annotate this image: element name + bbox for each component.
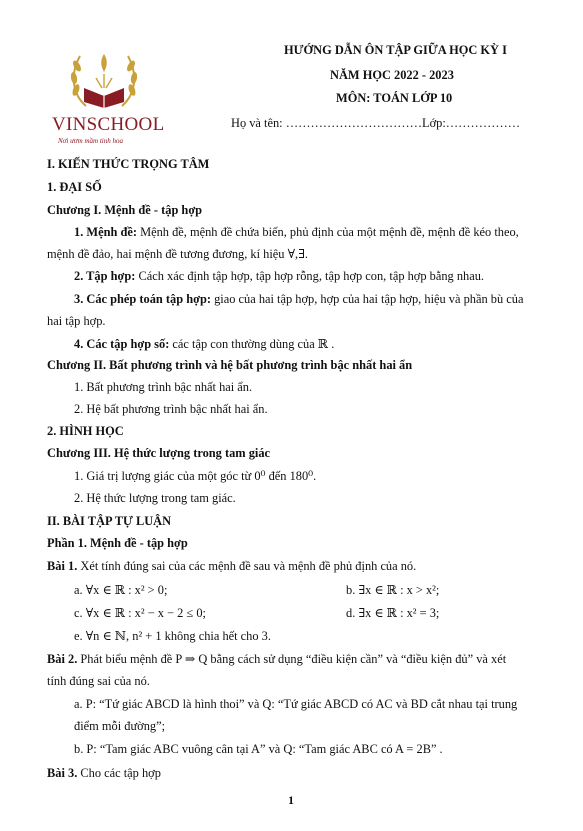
exercise-1: Bài 1. Xét tính đúng sai của các mệnh đề sau và mệnh đề phủ định của nó. [47,559,417,573]
algebra-heading: 1. ĐẠI SỐ [47,180,102,194]
logo-tagline: Nơi ươm mầm tinh hoa [58,137,123,145]
part-1-heading: Phần 1. Mệnh đề - tập hợp [47,536,188,550]
chapter-3-heading: Chương III. Hệ thức lượng trong tam giác [47,446,271,460]
ch1-item-3: 3. Các phép toán tập hợp: giao của hai tập hợp, hợp của hai tập hợp, hiệu và phần bù của [74,292,524,306]
chapter-2-heading: Chương II. Bất phương trình và hệ bất phương trình bậc nhất hai ẩn [47,358,413,372]
ch1-item-1: 1. Mệnh đề: Mệnh đề, mệnh đề chứa biến, phủ định của một mệnh đề, mệnh đề kéo theo, [74,225,519,239]
geometry-heading: 2. HÌNH HỌC [47,424,124,438]
subject: MÔN: TOÁN LỚP 10 [336,91,453,105]
section-1-heading: I. KIẾN THỨC TRỌNG TÂM [47,157,210,171]
page-number: 1 [288,793,294,807]
ch1-item-4: 4. Các tập hợp số: các tập con thường dùng của ℝ . [74,337,335,351]
exercise-1-e: e. ∀n ∈ ℕ, n² + 1 không chia hết cho 3. [74,629,271,643]
exercise-2-a: a. P: “Tứ giác ABCD là hình thoi” và Q: “Tứ giác ABCD có AC và BD cắt nhau tại trung [74,697,518,711]
section-2-heading: II. BÀI TẬP TỰ LUẬN [47,514,172,528]
school-year: NĂM HỌC 2022 - 2023 [330,68,454,82]
exercise-3: Bài 3. Cho các tập hợp [47,766,161,780]
ch1-item-3-cont: hai tập hợp. [47,314,106,328]
ch1-item-1-cont: mệnh đề đảo, hai mệnh đề tương đương, kí hiệu ∀,∃. [47,247,308,261]
ch1-item-2: 2. Tập hợp: Cách xác định tập hợp, tập hợp rỗng, tập hợp con, tập hợp bằng nhau. [74,269,485,283]
exercise-1-c: c. ∀x ∈ ℝ : x² − x − 2 ≤ 0; [74,606,206,620]
chapter-1-heading: Chương I. Mệnh đề - tập hợp [47,203,203,217]
ch2-item-1: 1. Bất phương trình bậc nhất hai ẩn. [74,380,253,394]
school-logo [44,44,165,145]
exercise-2: Bài 2. Phát biểu mệnh đề P ⇒ Q bằng cách sử dụng “điều kiện cần” và “điều kiện đủ” và xét [47,652,507,666]
ch3-item-1: 1. Giá trị lượng giác của một góc từ 0⁰ đến 180⁰. [74,469,317,483]
student-name-line: Họ và tên: ……………………………Lớp:……………… [231,116,521,130]
exercise-2-a-cont: điểm mỗi đường”; [74,719,166,733]
ch2-item-2: 2. Hệ bất phương trình bậc nhất hai ẩn. [74,402,268,416]
doc-title: HƯỚNG DẪN ÔN TẬP GIỮA HỌC KỲ I [284,43,507,57]
logo-brand: VINSCHOOL [52,114,165,135]
laurel-book-icon [66,44,142,114]
exercise-1-d: d. ∃x ∈ ℝ : x² = 3; [346,606,440,620]
ch3-item-2: 2. Hệ thức lượng trong tam giác. [74,491,236,505]
exercise-2-b: b. P: “Tam giác ABC vuông cân tại A” và Q: “Tam giác ABC có A = 2B” . [74,742,443,756]
exercise-2-cont: tính đúng sai của nó. [47,674,150,688]
exercise-1-a: a. ∀x ∈ ℝ : x² > 0; [74,583,168,597]
exercise-1-b: b. ∃x ∈ ℝ : x > x²; [346,583,440,597]
